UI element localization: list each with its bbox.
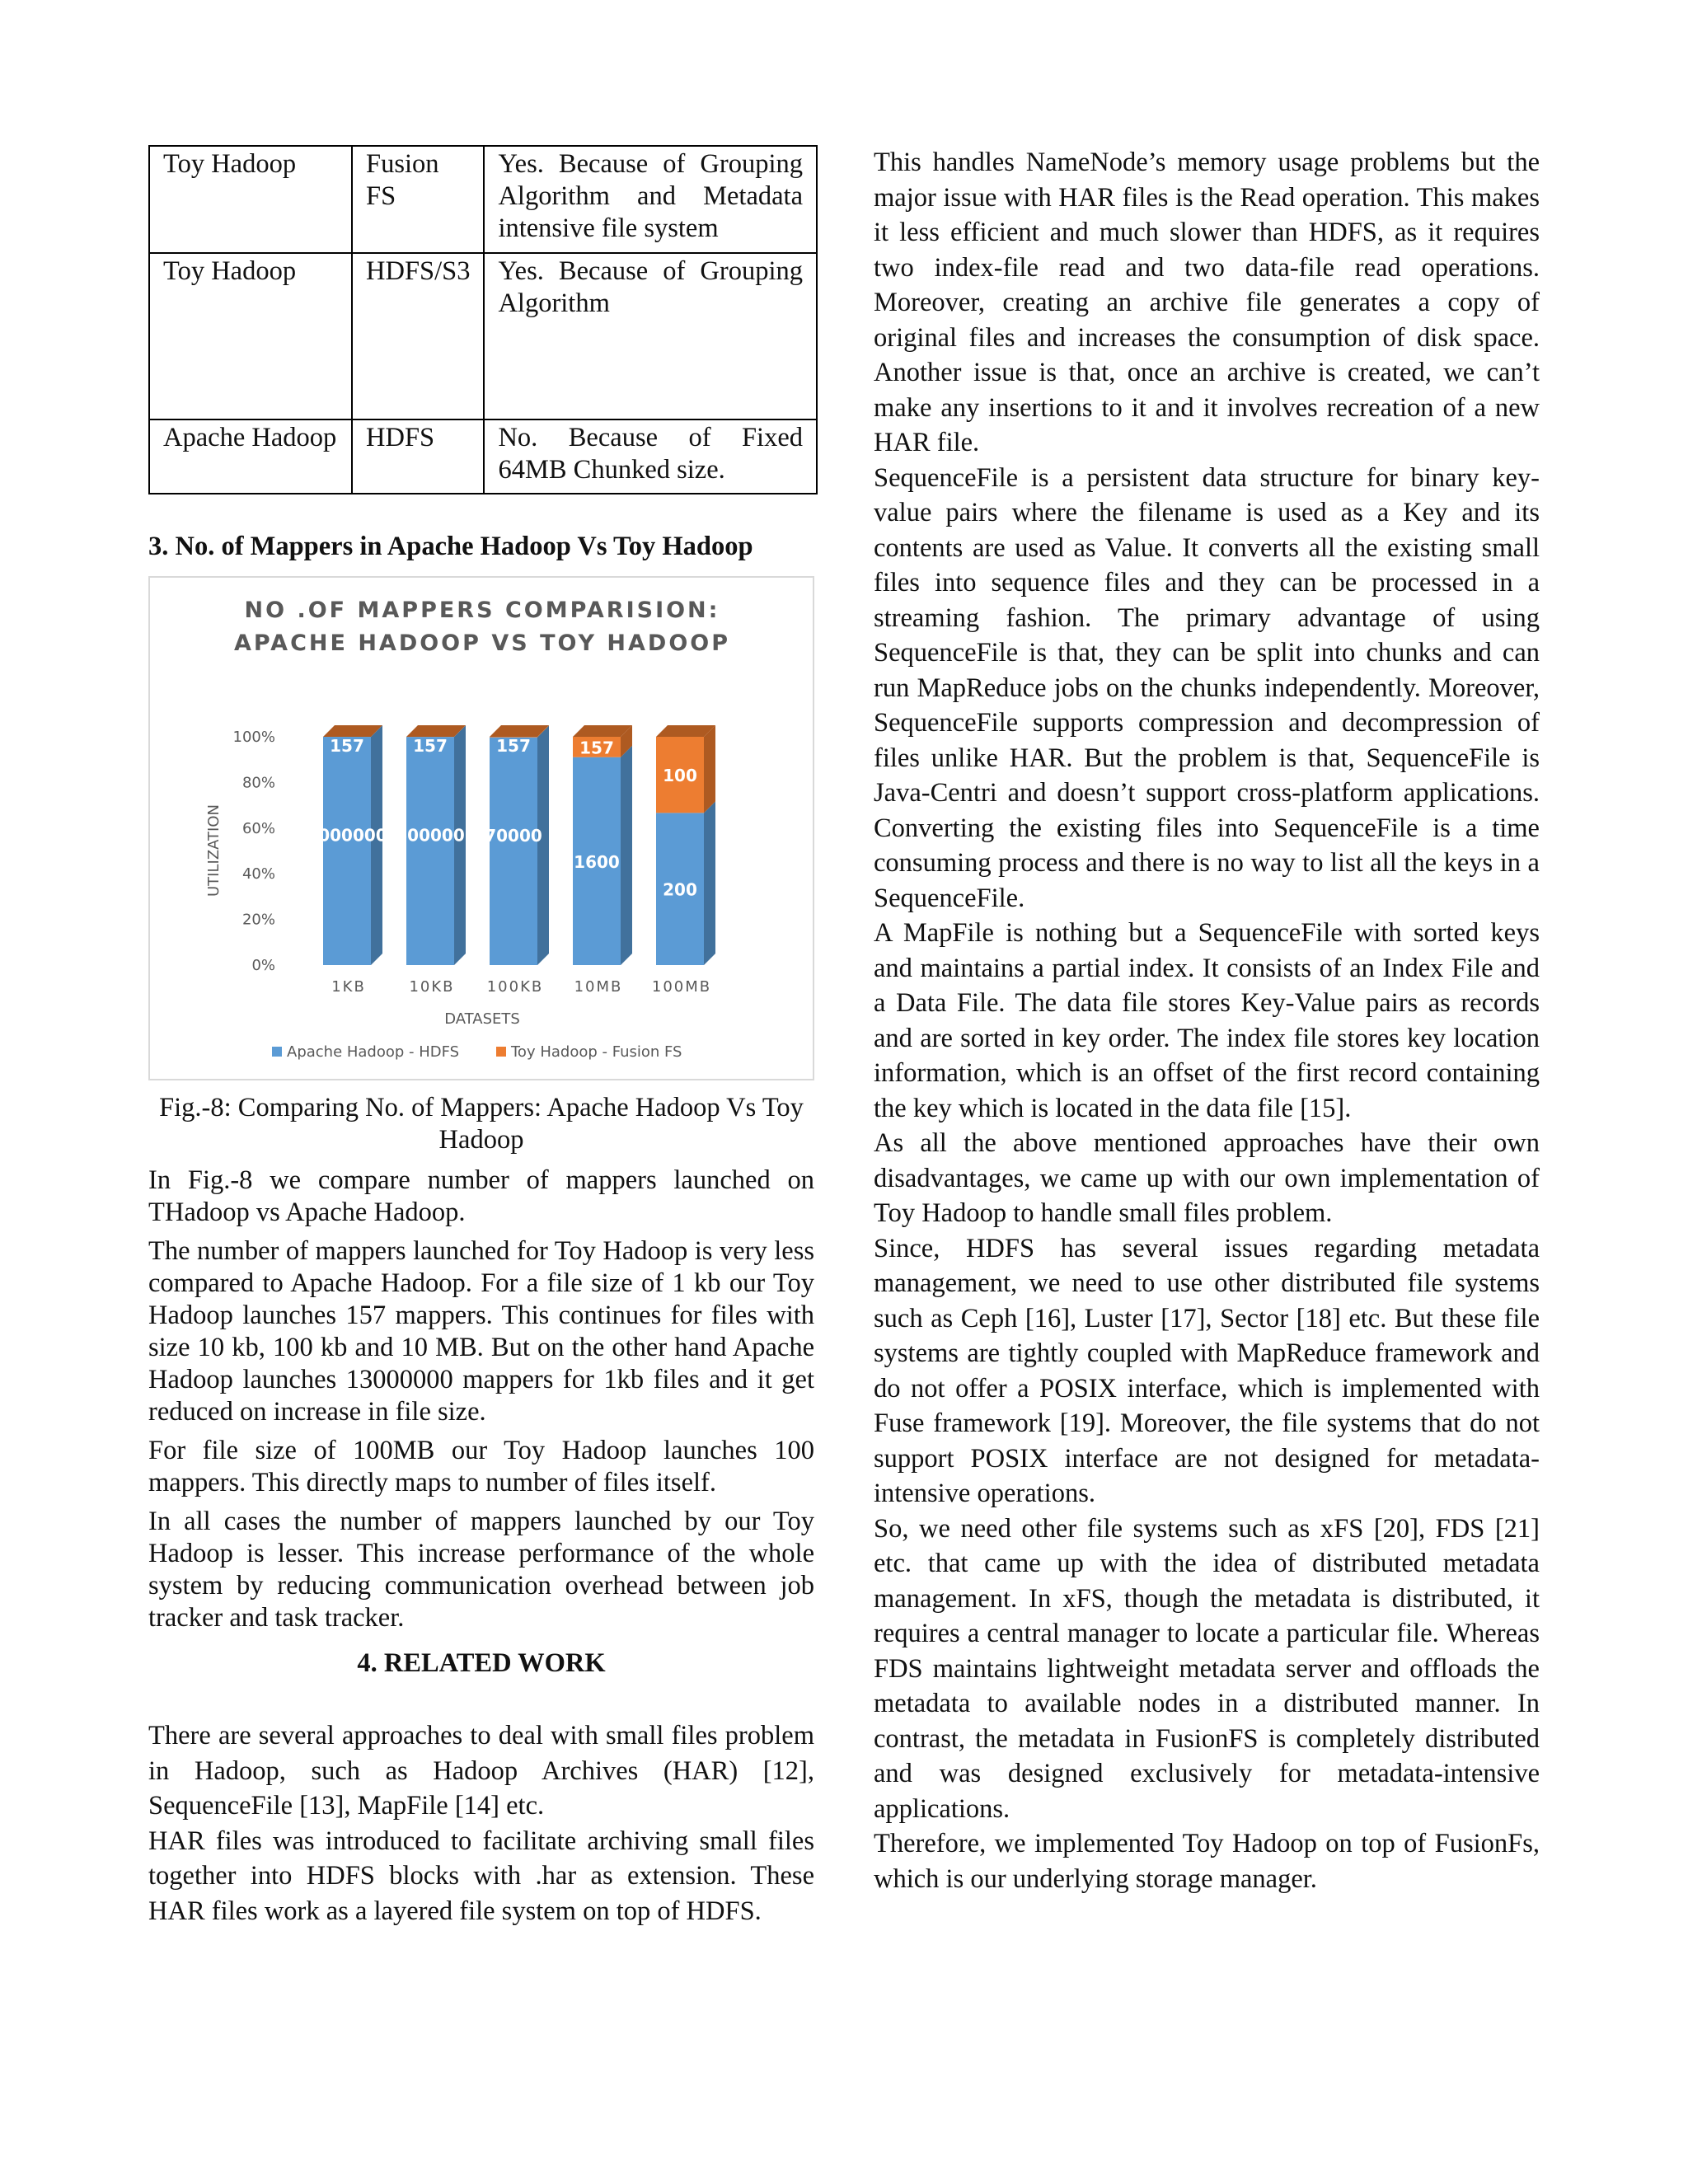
y-tick-label: 60%	[241, 819, 275, 837]
data-label-apache-hadoop: 1600	[574, 851, 620, 872]
chart-title-line-2: APACHE HADOOP VS TOY HADOOP	[233, 630, 731, 656]
section-3-heading: 3. No. of Mappers in Apache Hadoop Vs Toy Hadoop	[148, 532, 753, 561]
paragraph: This handles NameNode’s memory usage problems but the major issue with HAR files is the Read operation. This makes it less efficient and much slower than HDFS, as it requires two index-file read and two data-file read operations. Moreover, creating an archive file generates a copy of original files and increases the consumption of disk space. Another issue is that, once an archive is created, we can’t make any insertions to it and it involves recreation of a new HAR file.	[874, 148, 1540, 457]
bar-apache-hadoop-side	[621, 745, 632, 964]
x-tick-label: 10MB	[574, 977, 623, 996]
legend-label-apache-hadoop: Apache Hadoop - HDFS	[287, 1043, 460, 1061]
bar-apache-hadoop-side	[704, 801, 715, 965]
paragraph: For file size of 100MB our Toy Hadoop launches 100 mappers. This directly maps to number of files itself.	[148, 1435, 814, 1497]
y-tick-label: 20%	[241, 911, 275, 929]
table-row	[149, 146, 817, 253]
data-label-apache-hadoop: 70000	[485, 825, 542, 846]
paragraph: So, we need other file systems such as xFS [20], FDS [21] etc. that came up with the idea of distributed metadata management. In xFS, though the metadata is distributed, it requires a central manager to locate a particular file. Whereas FDS maintains lightweight metadata server and offloads the metadata to available nodes in a distributed manner. In contrast, the metadata in FusionFS is completely distributed and was designed exclusively for metadata-intensive applications.	[874, 1513, 1540, 1824]
table-row	[149, 253, 817, 419]
data-label-toy-hadoop: 157	[579, 737, 614, 757]
data-label-toy-hadoop: 157	[330, 735, 364, 756]
data-label-toy-hadoop: 100	[663, 765, 697, 785]
y-tick-label: 0%	[251, 956, 275, 974]
paragraph: SequenceFile is a persistent data structure for binary key-value pairs where the filename is used as a Key and its contents are used as Value. It converts all the existing small files into sequence files and they can be processed in a streaming fashion. The primary advantage of using SequenceFile is that, they can be split into chunks and can run MapReduce jobs on the chunks independently. Moreover, SequenceFile supports compression and decompression of files unlike HAR. But the problem is that, SequenceFile is Java-Centri and doesn’t support cross-platform applications. Converting the existing files into SequenceFile is a time consuming process and there is no way to list all the keys in a SequenceFile.	[874, 462, 1540, 913]
y-tick-label: 80%	[241, 773, 275, 791]
data-label-toy-hadoop: 157	[413, 735, 448, 756]
x-tick-label: 1KB	[331, 977, 366, 996]
data-label-apache-hadoop: 1000000	[307, 825, 387, 846]
y-tick-label: 40%	[241, 865, 275, 883]
bar-toy-hadoop-side	[704, 725, 715, 813]
mappers-chart	[148, 576, 814, 1080]
data-label-toy-hadoop: 157	[496, 735, 531, 756]
right-column	[874, 145, 1540, 1896]
chart-title-line-1: NO .OF MAPPERS COMPARISION:	[244, 597, 720, 623]
chart-svg	[150, 578, 814, 1080]
y-axis-label: UTILIZATION	[205, 804, 223, 897]
paragraph: HAR files was introduced to facilitate archiving small files together into HDFS blocks with .har as extension. These HAR files work as a layered file system on top of HDFS.	[148, 1825, 814, 1926]
paragraph: Since, HDFS has several issues regarding metadata management, we need to use other distributed file systems such as Ceph [16], Luster [17], Sector [18] etc. But these file systems are tightly coupled with MapReduce framework and do not offer a POSIX interface, which is implemented with Fuse framework [19]. Moreover, the file systems that do not support POSIX interface are not designed for metadata-intensive operations.	[874, 1233, 1540, 1508]
table-cell-result: Yes. Because of Grouping Algorithm	[484, 253, 817, 419]
y-tick-label: 100%	[232, 728, 275, 746]
legend-swatch-apache-hadoop	[272, 1047, 282, 1057]
paragraph: A MapFile is nothing but a SequenceFile with sorted keys and maintains a partial index. It consists of an Index File and a Data File. The data file stores Key-Value pairs as records and are sorted in key order. The index file stores key location information, which is an offset of the first record containing the key which is located in the data file [15].	[874, 918, 1540, 1123]
paragraph: There are several approaches to deal with small files problem in Hadoop, such as Hadoop Archives (HAR) [12], SequenceFile [13], MapFile [14] etc.	[148, 1721, 814, 1821]
paragraph: In all cases the number of mappers launched by our Toy Hadoop is lesser. This increase performance of the whole system by reducing communication overhead between job tracker and task tracker.	[148, 1506, 814, 1633]
figure-caption: Fig.-8: Comparing No. of Mappers: Apache Hadoop Vs Toy Hadoop	[159, 1092, 804, 1155]
x-tick-label: 100KB	[486, 977, 544, 996]
section-4-heading: 4. RELATED WORK	[357, 1647, 606, 1678]
paragraph: As all the above mentioned approaches have their own disadvantages, we came up with our own implementation of Toy Hadoop to handle small files problem.	[874, 1128, 1540, 1228]
table-cell-fs: HDFS/S3	[352, 253, 484, 419]
table-cell-result: Yes. Because of Grouping Algorithm and Metadata intensive file system	[484, 146, 817, 253]
bar-apache-hadoop	[406, 737, 454, 965]
data-label-apache-hadoop: 600000	[396, 825, 465, 846]
paragraph: Therefore, we implemented Toy Hadoop on top of FusionFs, which is our underlying storage manager.	[874, 1829, 1540, 1894]
paragraph: The number of mappers launched for Toy Hadoop is very less compared to Apache Hadoop. For a file size of 1 kb our Toy Hadoop launches 157 mappers. This continues for files with size 10 kb, 100 kb and 10 MB. But on the other hand Apache Hadoop launches 13000000 mappers for 1kb files and it get reduced on increase in file size.	[148, 1235, 814, 1427]
table-cell-system: Apache Hadoop	[149, 419, 352, 494]
data-label-apache-hadoop: 200	[663, 879, 697, 900]
legend-swatch-toy-hadoop	[496, 1047, 506, 1057]
table-cell-fs: Fusion FS	[352, 146, 484, 253]
table-cell-system: Toy Hadoop	[149, 146, 352, 253]
bar-apache-hadoop	[323, 737, 371, 965]
paragraph: In Fig.-8 we compare number of mappers launched on THadoop vs Apache Hadoop.	[148, 1165, 814, 1227]
x-tick-label: 100MB	[651, 977, 712, 996]
x-axis-label: DATASETS	[444, 1010, 520, 1028]
bar-apache-hadoop	[490, 737, 537, 964]
x-tick-label: 10KB	[409, 977, 455, 996]
table-cell-result: No. Because of Fixed 64MB Chunked size.	[484, 419, 817, 494]
table-cell-system: Toy Hadoop	[149, 253, 352, 419]
table-row	[149, 419, 817, 494]
left-column	[148, 145, 814, 1929]
table-cell-fs: HDFS	[352, 419, 484, 494]
comparison-table	[148, 145, 818, 494]
legend-label-toy-hadoop: Toy Hadoop - Fusion FS	[511, 1043, 682, 1061]
